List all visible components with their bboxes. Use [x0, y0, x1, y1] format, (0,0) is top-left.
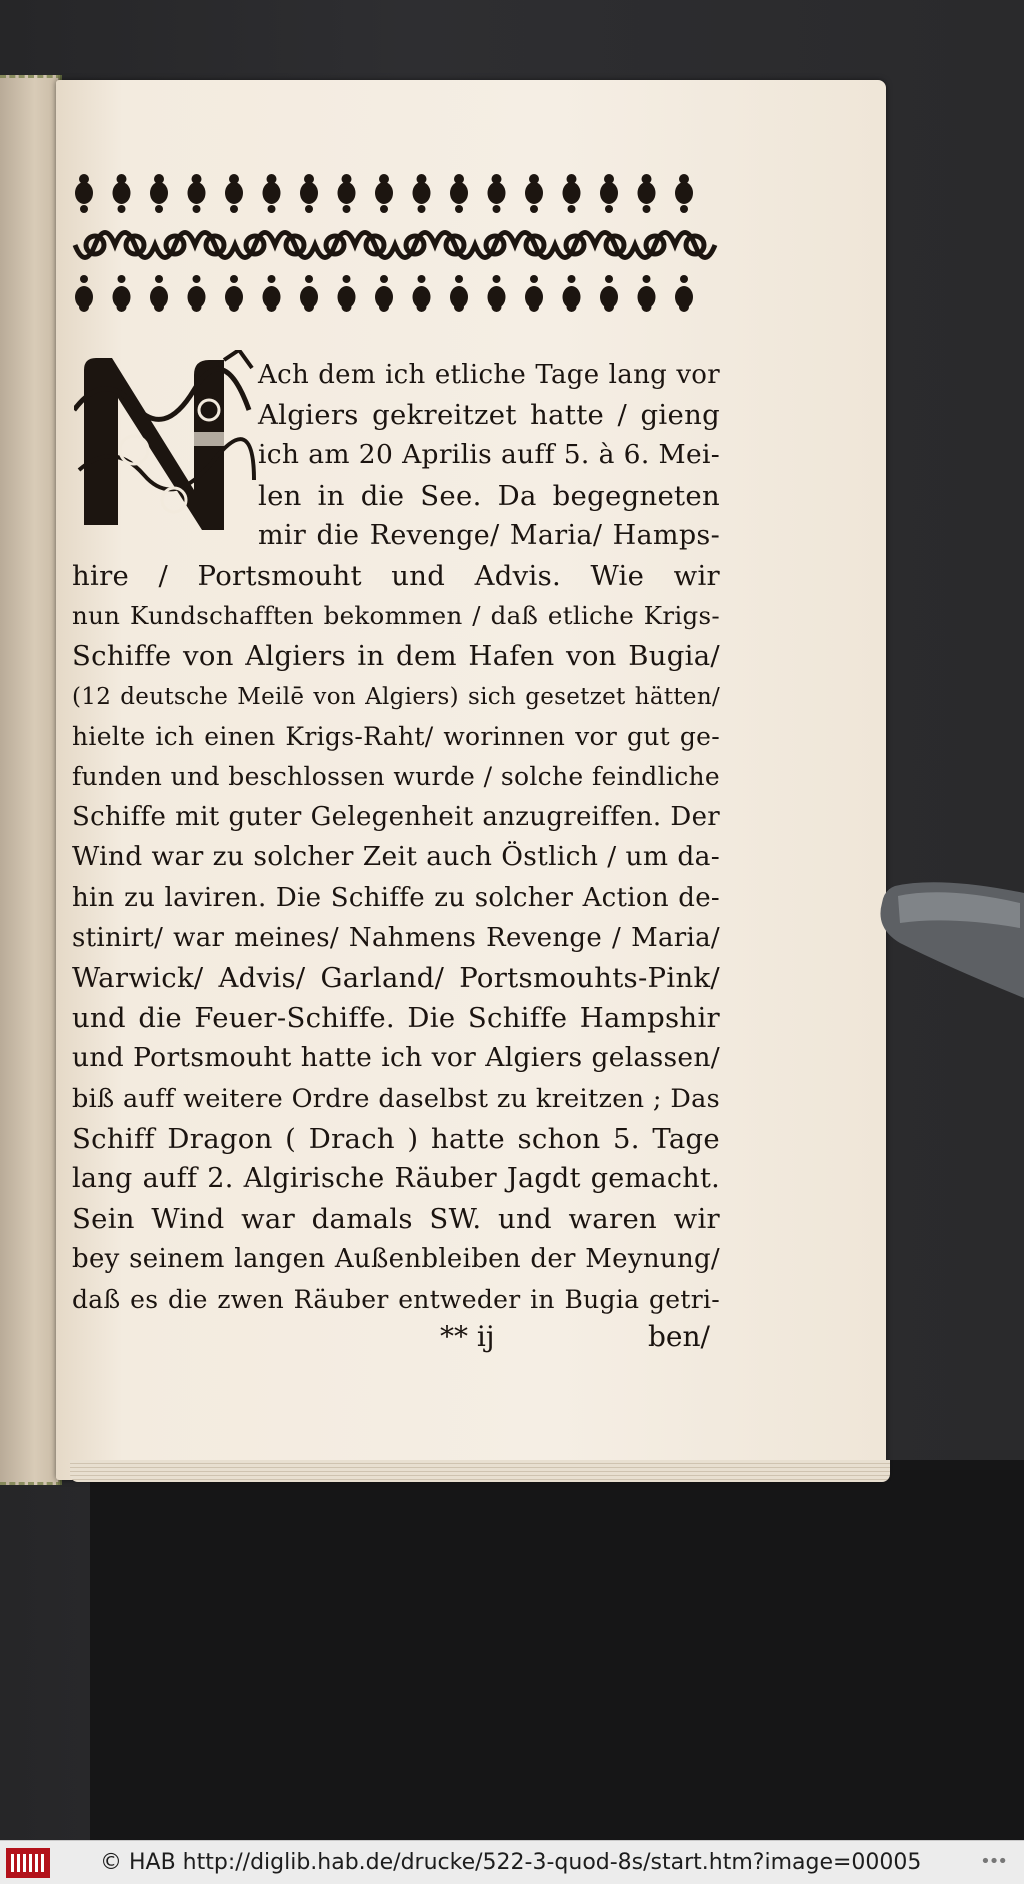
ornament-drop — [225, 182, 243, 204]
ornament-drop — [568, 275, 576, 283]
text-line: nun Kundschafften bekommen / daß etliche Krigs- — [72, 601, 720, 631]
ornament-drop — [263, 286, 281, 308]
ornament-drop — [300, 182, 318, 204]
ornament-drop — [643, 205, 651, 213]
ornament-drop — [343, 275, 351, 283]
ornament-drop — [338, 182, 356, 204]
text-line: hielte ich einen Krigs-Raht/ worinnen vor gut ge- — [72, 721, 720, 751]
ornament-drop — [150, 182, 168, 204]
text-line: bey seinem langen Außenbleiben der Meynung/ — [72, 1244, 720, 1275]
ornament-drop — [155, 275, 163, 283]
ornament-drop — [375, 182, 393, 204]
text-line: Ach dem ich etliche Tage lang vor — [258, 360, 720, 390]
ornament-drop — [118, 275, 126, 283]
ornament-drop — [493, 275, 501, 283]
page-clip-icon — [870, 868, 1024, 1008]
ornament-drop — [300, 286, 318, 308]
text-line: und Portsmouht hatte ich vor Algiers gelassen/ — [72, 1042, 720, 1074]
binding-edge — [0, 75, 62, 1485]
ornament-drop — [343, 205, 351, 213]
ornament-drop — [525, 182, 543, 204]
text-line: Warwick/ Advis/ Garland/ Portsmouhts-Pink/ — [72, 962, 720, 994]
ornament-drop — [418, 205, 426, 213]
decorated-initial-icon — [74, 350, 256, 540]
ornament-drop — [188, 182, 206, 204]
ornament-drop — [268, 275, 276, 283]
ornament-drop — [455, 205, 463, 213]
ornament-border-icon — [70, 165, 720, 325]
text-line: Sein Wind war damals SW. und waren wir — [72, 1203, 720, 1236]
text-line: Schiffe von Algiers in dem Hafen von Bugia/ — [72, 640, 720, 673]
ornament-drop — [268, 205, 276, 213]
ornament-drop — [155, 205, 163, 213]
ornament-drop — [493, 205, 501, 213]
ornament-drop — [450, 286, 468, 308]
ornament-drop — [75, 182, 93, 204]
signature-mark: ** ij — [440, 1320, 495, 1353]
footer-bar — [0, 1840, 1024, 1884]
text-line: mir die Revenge/ Maria/ Hamps- — [258, 519, 720, 551]
text-line: hire / Portsmouht und Advis. Wie wir — [72, 560, 720, 592]
text-line: funden und beschlossen wurde / solche feindliche — [72, 762, 720, 791]
ornament-drop — [118, 205, 126, 213]
ornament-drop — [230, 205, 238, 213]
ornament-drop — [605, 205, 613, 213]
ornament-drop — [530, 205, 538, 213]
ornament-drop — [113, 286, 131, 308]
ornament-drop — [305, 205, 313, 213]
text-line: hin zu laviren. Die Schiffe zu solcher Action de- — [72, 882, 720, 913]
more-icon[interactable]: ••• — [980, 1851, 1006, 1872]
ornament-drop — [150, 286, 168, 308]
page-stack-edge — [70, 1460, 890, 1482]
ornament-drop — [530, 275, 538, 283]
text-line: Schiffe mit guter Gelegenheit anzugreiffen. Der — [72, 802, 720, 833]
ornament-drop — [680, 205, 688, 213]
ornament-drop — [305, 275, 313, 283]
ornament-drop — [525, 286, 543, 308]
ornament-drop — [675, 182, 693, 204]
text-line: Schiff Dragon ( Drach ) hatte schon 5. Tage — [72, 1122, 720, 1155]
ornament-drop — [488, 286, 506, 308]
ornament-drop — [80, 205, 88, 213]
ornament-drop — [605, 275, 613, 283]
ornament-drop — [680, 275, 688, 283]
ornament-drop — [80, 275, 88, 283]
text-line: und die Feuer-Schiffe. Die Schiffe Hampshir — [72, 1002, 720, 1035]
ornament-drop — [263, 182, 281, 204]
text-line: ich am 20 Aprilis auff 5. à 6. Mei- — [258, 439, 720, 471]
text-line: Algiers gekreitzet hatte / gieng — [258, 399, 720, 432]
catchword: ben/ — [648, 1320, 710, 1353]
hab-logo-icon[interactable] — [6, 1848, 50, 1878]
ornament-drop — [418, 275, 426, 283]
text-line: biß auff weitere Ordre daselbst zu kreitzen ; Das — [72, 1083, 720, 1114]
ornament-drop — [75, 286, 93, 308]
ornament-drop — [450, 182, 468, 204]
ornament-drop — [488, 182, 506, 204]
text-line: stinirt/ war meines/ Nahmens Revenge / Maria/ — [72, 922, 720, 953]
ornament-drop — [193, 275, 201, 283]
text-line: len in die See. Da begegneten — [258, 479, 720, 512]
ornament-drop — [675, 286, 693, 308]
ornament-drop — [380, 275, 388, 283]
ornament-drop — [643, 275, 651, 283]
ornament-drop — [638, 182, 656, 204]
ornament-drop — [375, 286, 393, 308]
ornament-drop — [455, 275, 463, 283]
ornament-drop — [380, 205, 388, 213]
ornament-drop — [193, 205, 201, 213]
dark-backing-board — [90, 1460, 1024, 1840]
ornament-drop — [113, 182, 131, 204]
ornament-drop — [600, 286, 618, 308]
ornament-drop — [413, 182, 431, 204]
text-line: lang auff 2. Algirische Räuber Jagdt gemacht. — [72, 1163, 720, 1194]
ornament-drop — [413, 286, 431, 308]
ornament-drop — [225, 286, 243, 308]
text-line: daß es die zwen Räuber entweder in Bugia getri- — [72, 1284, 720, 1314]
copyright-url: © HAB http://diglib.hab.de/drucke/522-3-quod-8s/start.htm?image=00005 — [100, 1850, 922, 1875]
text-line: Wind war zu solcher Zeit auch Östlich / um da- — [72, 841, 720, 873]
ornament-drop — [230, 275, 238, 283]
text-line: (12 deutsche Meilē von Algiers) sich gesetzet hätten/ — [72, 683, 720, 710]
ornament-drop — [568, 205, 576, 213]
ornament-drop — [638, 286, 656, 308]
ornament-drop — [338, 286, 356, 308]
ornament-drop — [563, 182, 581, 204]
ornament-drop — [600, 182, 618, 204]
ornament-drop — [563, 286, 581, 308]
ornament-drop — [188, 286, 206, 308]
